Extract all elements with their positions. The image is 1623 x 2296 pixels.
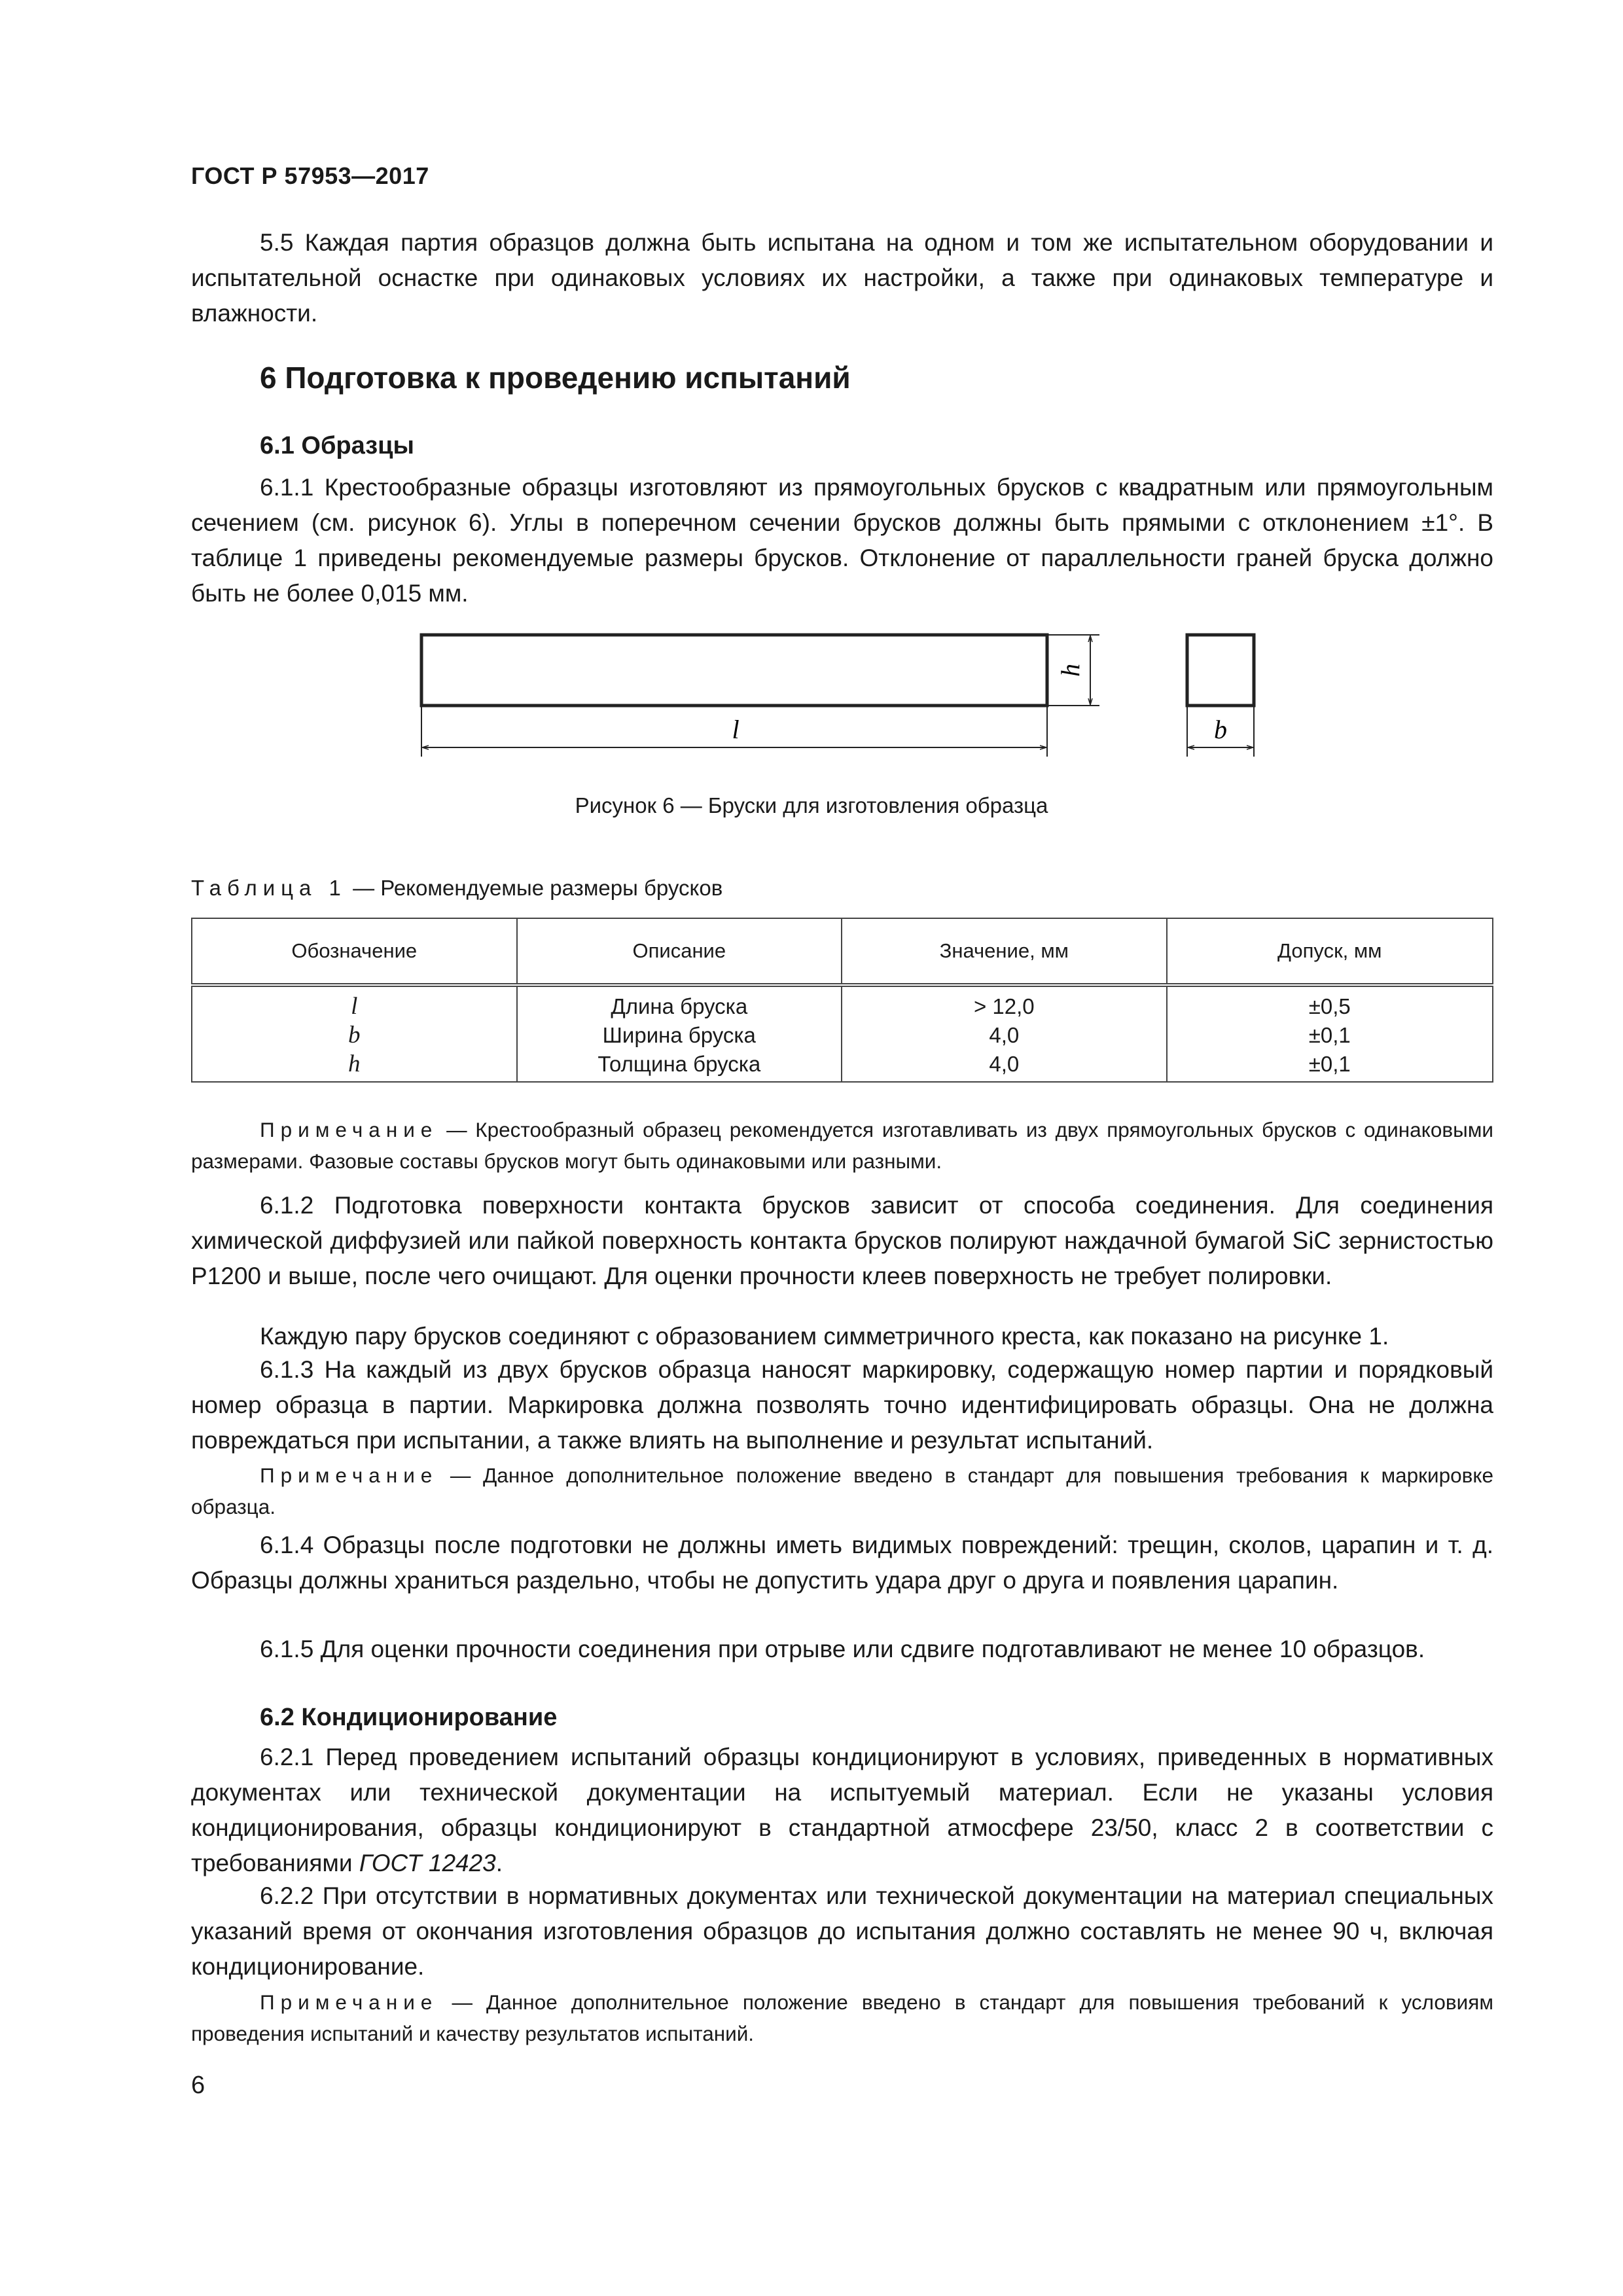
paragraph-6-2-1-text: 6.2.1 Перед проведением испытаний образцы кондиционируют в условиях, приведенных в нормативных документах или технической документации на испытуемый материал. Если не указаны условия кондиционирования, образцы кондиционируют в стандартной атмосфере 23/50, класс 2 в соответствии с требованиями	[191, 1744, 1493, 1876]
cell-value: 4,0	[842, 1021, 1166, 1050]
table-row	[192, 985, 1493, 1021]
paragraph-6-2-2: 6.2.2 При отсутствии в нормативных документах или технической документации на материал специальных указаний время от окончания изготовления образцов до испытания должно составлять не менее 90 ч, включая кондиционирование.	[191, 1882, 1493, 1980]
note-label: Примечание	[260, 1463, 438, 1487]
table-caption-text: — Рекомендуемые размеры брусков	[353, 876, 723, 900]
note-text: — Данное дополнительное положение введено в стандарт для повышения требования к маркировке образца.	[191, 1463, 1493, 1518]
standard-reference: ГОСТ 12423	[359, 1850, 496, 1876]
note-text: — Крестообразный образец рекомендуется изготавливать из двух прямоугольных брусков с одинаковыми размерами. Фазовые составы брусков могут быть одинаковыми или разными.	[191, 1118, 1493, 1173]
table-row	[192, 1021, 1493, 1050]
section-6-2-title: 6.2 Кондиционирование	[260, 1704, 558, 1731]
paragraph-6-1-5: 6.1.5 Для оценки прочности соединения при отрыве или сдвиге подготавливают не менее 10 образцов.	[260, 1636, 1425, 1662]
label-b: b	[1214, 715, 1227, 744]
cell-description: Толщина бруска	[517, 1050, 842, 1082]
column-header-value: Значение, мм	[842, 918, 1166, 985]
column-header-tolerance: Допуск, мм	[1167, 918, 1493, 985]
cell-designation: b	[192, 1021, 517, 1050]
table-row	[192, 1050, 1493, 1082]
document-header: ГОСТ Р 57953—2017	[191, 162, 429, 189]
cell-tolerance: ±0,1	[1167, 1021, 1493, 1050]
paragraph-6-2-1	[191, 1740, 1493, 1881]
column-header-description: Описание	[517, 918, 842, 985]
note-3	[191, 1986, 1493, 2049]
paragraph-6-1-1: 6.1.1 Крестообразные образцы изготовляют из прямоугольных брусков с квадратным или прямоугольным сечением (см. рисунок 6). Углы в поперечном сечении брусков должны быть прямыми с отклонением ±1°. В таблице 1 приведены рекомендуемые размеры брусков. Отклонение от параллельности граней бруска должно быть не более 0,015 мм.	[191, 474, 1493, 607]
paragraph-5-5: 5.5 Каждая партия образцов должна быть испытана на одном и том же испытательном оборудовании и испытательной оснастке при одинаковых условиях их настройки, а также при одинаковых температуре и влажности.	[191, 229, 1493, 327]
section-6-1-title: 6.1 Образцы	[260, 432, 414, 459]
paragraph-6-1-2: 6.1.2 Подготовка поверхности контакта брусков зависит от способа соединения. Для соединения химической диффузией или пайкой поверхность контакта брусков полируют наждачной бумагой SiC зернистостью Р1200 и выше, после чего очищают. Для оценки прочности клеев поверхность не требует полировки.	[191, 1192, 1493, 1289]
note-text: — Данное дополнительное положение введено в стандарт для повышения требований к условиям проведения испытаний и качеству результатов испытаний.	[191, 1990, 1493, 2045]
note-1	[191, 1114, 1493, 1177]
table-header-row	[192, 918, 1493, 985]
dimensions-table	[191, 918, 1493, 1083]
page-number: 6	[191, 2072, 205, 2099]
figure-bars	[0, 615, 1623, 779]
paragraph-end-dot: .	[495, 1850, 503, 1876]
label-l: l	[732, 715, 740, 744]
note-2	[191, 1460, 1493, 1522]
table-caption	[191, 876, 722, 901]
cell-tolerance: ±0,1	[1167, 1050, 1493, 1082]
bar-cross-section	[1187, 635, 1254, 706]
cell-value: 4,0	[842, 1050, 1166, 1082]
paragraph-6-1-4: 6.1.4 Образцы после подготовки не должны иметь видимых повреждений: трещин, сколов, царапин и т. д. Образцы должны храниться раздельно, чтобы не допустить удара друг о друга и появления царапин.	[191, 1532, 1493, 1594]
table-caption-prefix: Таблица 1	[191, 876, 347, 900]
label-h: h	[1056, 664, 1086, 677]
figure-caption: Рисунок 6 — Бруски для изготовления образца	[575, 793, 1048, 817]
cell-tolerance: ±0,5	[1167, 985, 1493, 1021]
paragraph-bar-pairing: Каждую пару брусков соединяют с образованием симметричного креста, как показано на рисунке 1.	[260, 1323, 1389, 1350]
cell-designation: h	[192, 1050, 517, 1082]
note-label: Примечание	[260, 1990, 438, 2014]
cell-value: > 12,0	[842, 985, 1166, 1021]
cell-designation: l	[192, 985, 517, 1021]
bar-long-view	[421, 635, 1047, 706]
cell-description: Ширина бруска	[517, 1021, 842, 1050]
cell-description: Длина бруска	[517, 985, 842, 1021]
paragraph-6-1-3: 6.1.3 На каждый из двух брусков образца наносят маркировку, содержащую номер партии и порядковый номер образца в партии. Маркировка должна позволять точно идентифицировать образцы. Она не должна повреждаться при испытании, а также влиять на выполнение и результат испытаний.	[191, 1356, 1493, 1454]
column-header-designation: Обозначение	[192, 918, 517, 985]
section-6-title: 6 Подготовка к проведению испытаний	[260, 361, 851, 395]
note-label: Примечание	[260, 1118, 438, 1141]
